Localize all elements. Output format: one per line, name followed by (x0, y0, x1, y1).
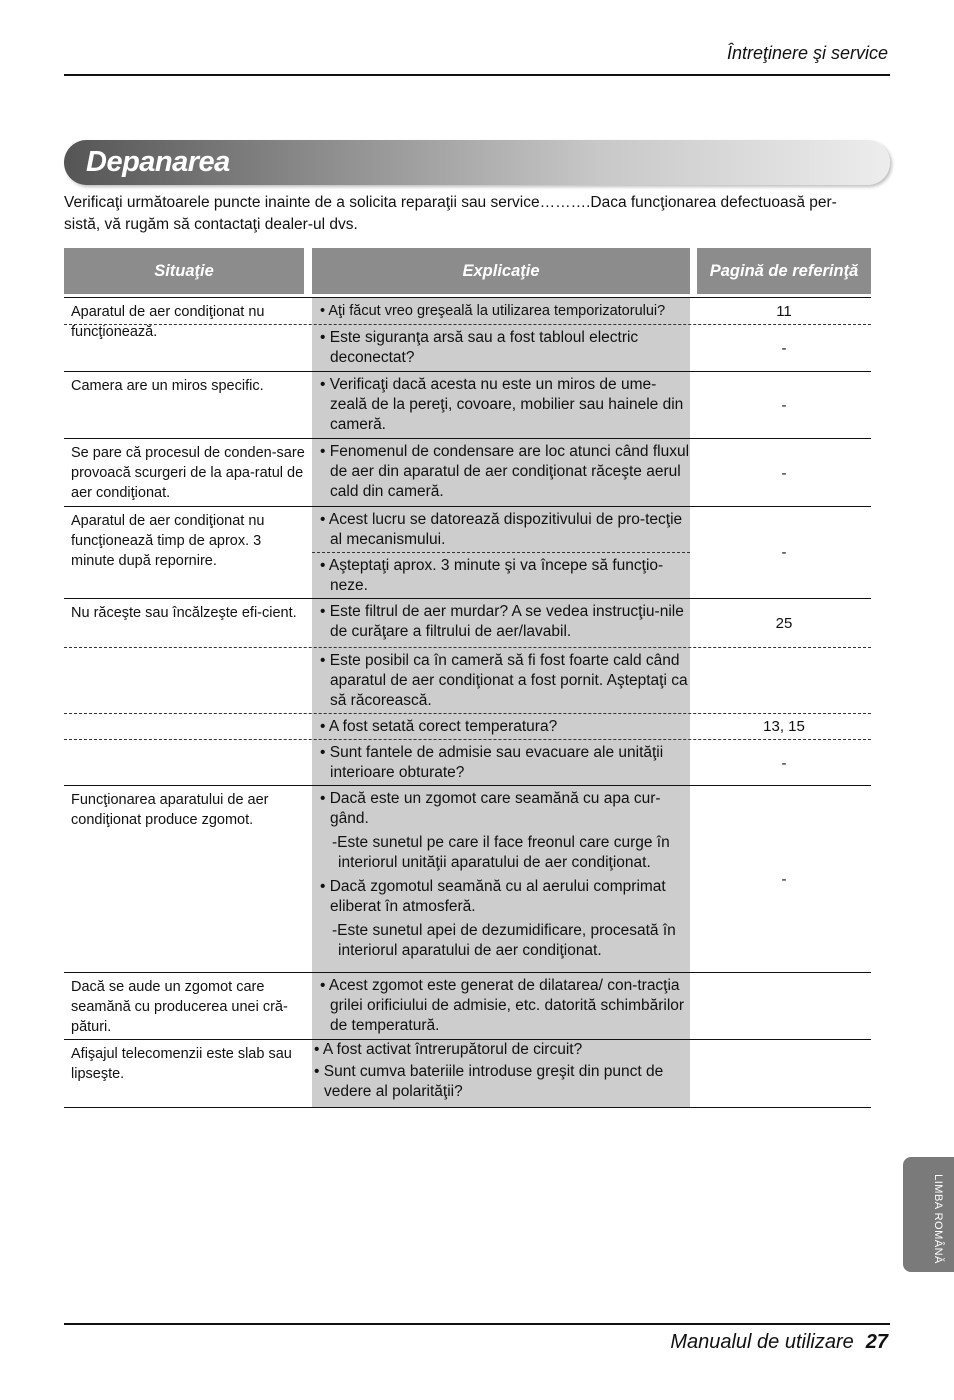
table-row (64, 507, 871, 599)
explanation-item: • A fost activat întrerupătorul de circuit? (314, 1040, 686, 1060)
explanation-item: • Acest lucru se datorează dispozitivului de pro-tecţie al mecanismului. (320, 510, 692, 550)
explanation-item: • Verificaţi dacă acesta nu este un miros de ume-zeală de la pereţi, covoare, mobilier sau hainele din cameră. (320, 375, 692, 435)
explanation-detail: -Este sunetul apei de dezumidificare, procesată în interiorul aparatului de aer condiţionat. (332, 922, 676, 959)
reference-cell: 25 (775, 614, 793, 632)
explanation-item: • Este filtrul de aer murdar? A se vedea instrucţiu-nile de curăţare a filtrului de aer/lavabil. (320, 602, 692, 642)
explanation-item: • Fenomenul de condensare are loc atunci când fluxul de aer din aparatul de aer condiţionat răceşte aerul cald din cameră. (320, 442, 692, 502)
explanation-item: • Aţi făcut vreo greşeală la utilizarea temporizatorului? (320, 301, 692, 321)
reference-cell: - (781, 340, 787, 357)
section-banner (64, 140, 890, 185)
situation-cell: Nu răceşte sau încălzeşte efi-cient. (71, 605, 297, 621)
table-row (64, 973, 871, 1040)
reference-cell: 13, 15 (763, 718, 805, 735)
situation-cell: Camera are un miros specific. (71, 378, 264, 394)
explanation-item: • Acest zgomot este generat de dilatarea/ con-tracţia grilei orificiului de admisie, etc. datorită schimbărilor de temperatură. (320, 976, 692, 1036)
footer (670, 1331, 888, 1354)
footer-title: Manualul de utilizare (670, 1331, 854, 1353)
explanation-item: • Dacă este un zgomot care seamănă cu apa cur-gând. (320, 789, 692, 829)
situation-cell: Se pare că procesul de conden-sare provoacă scurgeri de la apa-ratul de aer condiţionat. (71, 445, 305, 501)
explanation-item: • Aşteptaţi aprox. 3 minute şi va începe să funcţio-neze. (320, 556, 692, 596)
header-explanation: Explicaţie (312, 248, 690, 294)
situation-cell: Funcţionarea aparatului de aer condiţionat produce zgomot. (71, 792, 269, 828)
explanation-item: • Sunt fantele de admisie sau evacuare ale unităţii interioare obturate? (320, 743, 692, 783)
explanation-item: • Sunt cumva bateriile introduse greşit din punct de vedere al polarităţii? (314, 1062, 686, 1102)
reference-cell: 11 (776, 302, 792, 320)
language-tab (903, 1157, 954, 1272)
explanation-item: • Este posibil ca în cameră să fi fost foarte cald când aparatul de aer condiţionat a fost pornit. Aşteptaţi ca să răcorească. (320, 651, 692, 711)
header-situation: Situaţie (64, 248, 304, 294)
intro-paragraph: Verificaţi următoarele puncte inainte de a solicita reparaţii sau service……….Daca funcţionarea defectuoasă per-sistă, vă rugăm să contactaţi dealer-ul dvs. (64, 194, 837, 233)
table-row (64, 599, 871, 786)
troubleshooting-table (64, 248, 871, 1100)
reference-cell: - (781, 754, 787, 772)
reference-cell: - (781, 397, 787, 414)
table-row (64, 298, 871, 372)
explanation-item: • A fost setată corect temperatura? (320, 717, 692, 737)
table-row (64, 786, 871, 973)
table-header (64, 248, 871, 294)
situation-cell: Afişajul telecomenzii este slab sau lipseşte. (71, 1046, 292, 1082)
header-rule (64, 74, 890, 76)
footer-rule (64, 1323, 890, 1325)
page-number: 27 (865, 1331, 888, 1353)
situation-cell: Dacă se aude un zgomot care seamănă cu producerea unei cră-pături. (71, 979, 288, 1035)
table-row (64, 439, 871, 507)
reference-cell (697, 973, 871, 1040)
reference-cell (697, 1040, 871, 1108)
reference-cell (697, 648, 871, 713)
page-title: Depanarea (86, 146, 230, 178)
language-tab-label: LIMBA ROMÂNĂ (932, 1174, 944, 1264)
reference-cell: - (781, 544, 787, 561)
reference-cell: - (781, 870, 787, 888)
section-title: Întreţinere şi service (726, 43, 888, 63)
table-row (64, 1040, 871, 1108)
situation-cell: Aparatul de aer condiţionat nu funcţionează timp de aprox. 3 minute după repornire. (71, 513, 265, 569)
reference-cell: - (781, 464, 787, 482)
table-row (64, 372, 871, 439)
explanation-detail: -Este sunetul pe care il face freonul care curge în interiorul unităţii aparatului de aer condiţionat. (332, 834, 670, 871)
situation-cell: Aparatul de aer condiţionat nu funcţionează. (71, 304, 265, 340)
explanation-cell (320, 789, 692, 961)
header-reference: Pagină de referinţă (697, 248, 871, 294)
explanation-item: • Dacă zgomotul seamănă cu al aerului comprimat eliberat în atmosferă. (320, 877, 692, 917)
explanation-item: • Este siguranţa arsă sau a fost tabloul electric deconectat? (320, 328, 692, 368)
